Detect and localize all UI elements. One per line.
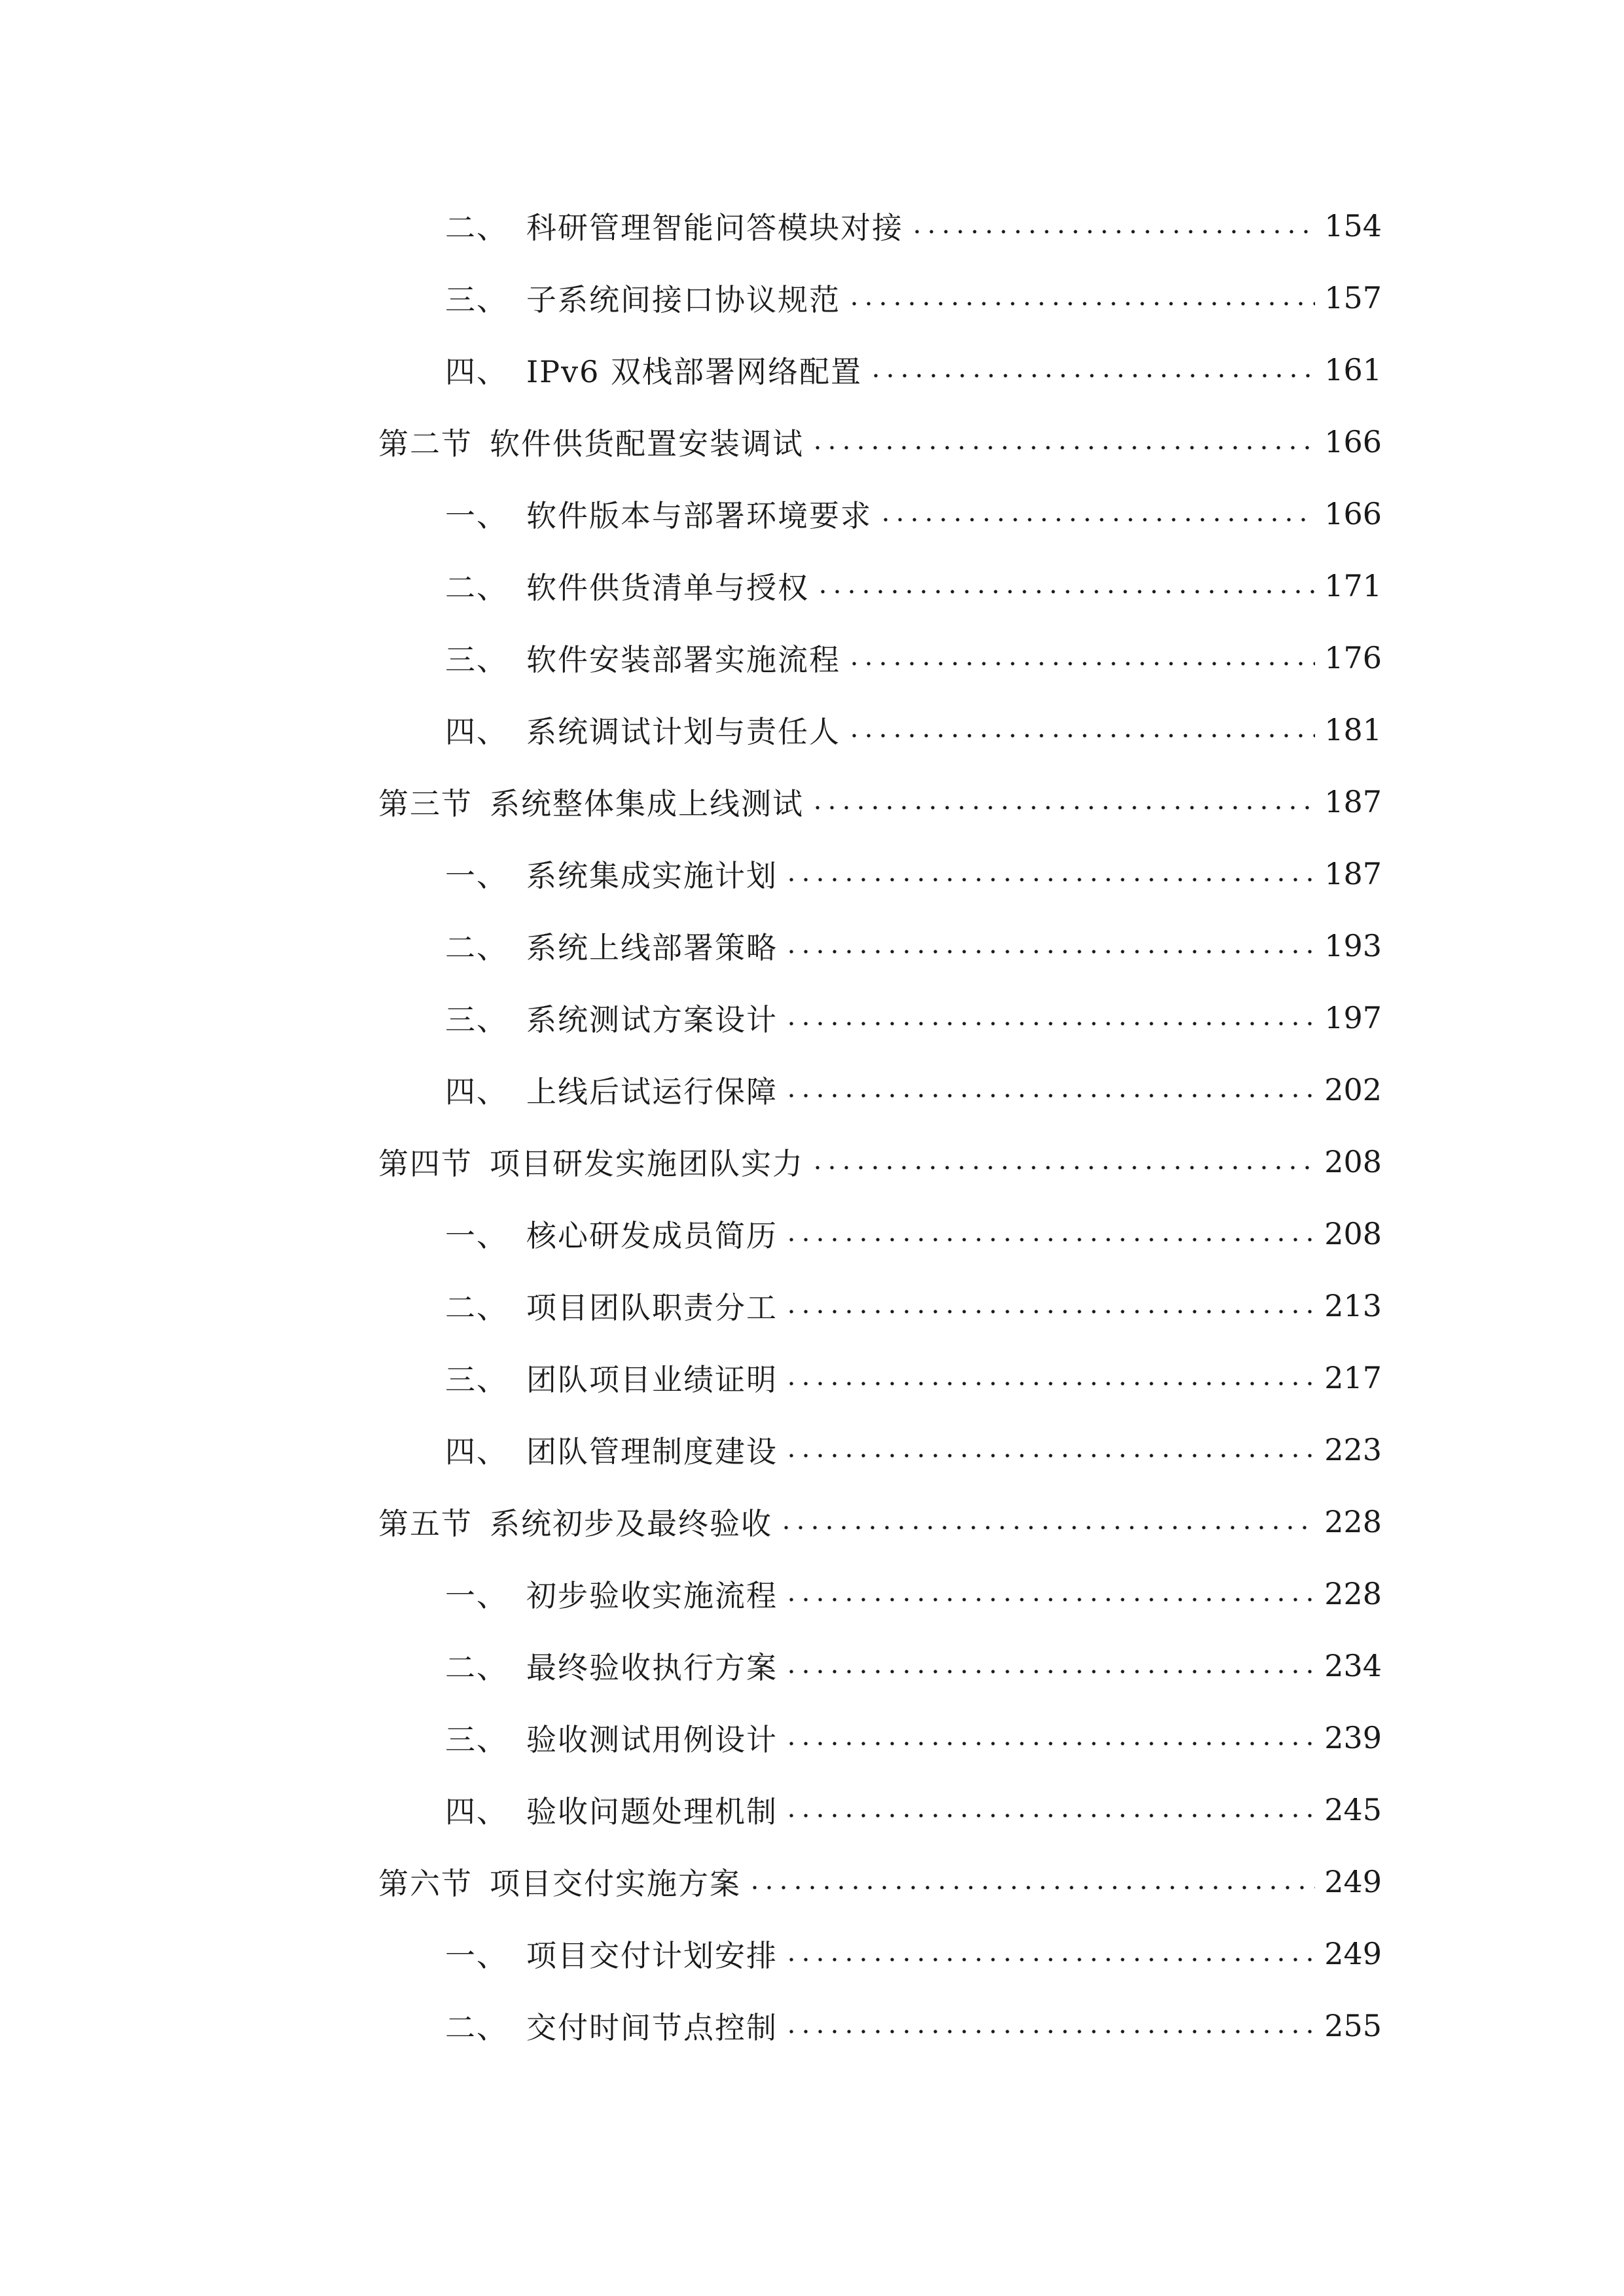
dot-leader	[816, 587, 1315, 596]
toc-entry-number: 二、	[445, 210, 508, 245]
table-of-contents	[0, 190, 1624, 2062]
toc-entry-page: 154	[1324, 208, 1382, 243]
dot-leader	[784, 1379, 1315, 1388]
toc-entry-number: 第三节	[378, 786, 473, 821]
toc-entry-title: 系统初步及最终验收	[490, 1506, 772, 1541]
toc-entry-page: 193	[1324, 928, 1382, 963]
toc-entry-page: 239	[1324, 1720, 1382, 1755]
dot-leader	[784, 1451, 1315, 1460]
dot-leader	[847, 659, 1315, 668]
dot-leader	[784, 1091, 1315, 1100]
toc-entry[interactable]	[0, 334, 1624, 406]
toc-entry-page: 255	[1324, 2008, 1382, 2043]
toc-entry-page: 208	[1324, 1216, 1382, 1251]
dot-leader	[869, 371, 1315, 380]
toc-entry-number: 三、	[445, 1722, 508, 1757]
toc-entry-page: 166	[1324, 496, 1382, 531]
toc-entry-number: 二、	[445, 1290, 508, 1325]
toc-entry-title: 核心研发成员简历	[526, 1218, 778, 1253]
toc-entry-page: 249	[1324, 1936, 1382, 1971]
toc-entry[interactable]	[0, 1270, 1624, 1342]
toc-entry-number: 第六节	[378, 1866, 473, 1901]
toc-entry-number: 一、	[445, 1218, 508, 1253]
toc-entry-title: 系统测试方案设计	[526, 1002, 778, 1037]
toc-entry-page: 213	[1324, 1288, 1382, 1323]
toc-entry-title: 项目交付计划安排	[526, 1938, 778, 1973]
dot-leader	[784, 947, 1315, 956]
toc-entry-title: 团队管理制度建设	[526, 1434, 778, 1469]
toc-entry[interactable]	[0, 262, 1624, 334]
toc-entry[interactable]	[0, 1630, 1624, 1702]
toc-entry-page: 197	[1324, 1000, 1382, 1035]
toc-entry-number: 三、	[445, 1002, 508, 1037]
toc-entry-title: 项目交付实施方案	[490, 1866, 741, 1901]
dot-leader	[784, 1019, 1315, 1028]
toc-entry[interactable]	[0, 622, 1624, 694]
toc-section-entry[interactable]	[0, 1846, 1624, 1918]
toc-entry-number: 一、	[445, 1938, 508, 1973]
toc-entry-number: 第二节	[378, 426, 473, 461]
toc-entry-number: 四、	[445, 1434, 508, 1469]
toc-entry-page: 166	[1324, 424, 1382, 459]
dot-leader	[784, 1739, 1315, 1748]
toc-entry-title: 子系统间接口协议规范	[526, 282, 840, 317]
toc-entry-title: 科研管理智能问答模块对接	[526, 210, 903, 245]
dot-leader	[784, 1235, 1315, 1244]
toc-entry-number: 三、	[445, 1362, 508, 1397]
toc-entry-number: 四、	[445, 354, 508, 389]
toc-entry-title: 项目研发实施团队实力	[490, 1146, 804, 1181]
dot-leader	[748, 1883, 1315, 1892]
toc-entry[interactable]	[0, 694, 1624, 766]
toc-entry-page: 157	[1324, 280, 1382, 315]
toc-entry-title: 系统调试计划与责任人	[526, 714, 840, 749]
toc-entry-page: 234	[1324, 1648, 1382, 1683]
toc-entry[interactable]	[0, 910, 1624, 982]
toc-entry-page: 171	[1324, 568, 1382, 603]
toc-entry-page: 208	[1324, 1144, 1382, 1179]
toc-entry-page: 223	[1324, 1432, 1382, 1467]
toc-entry-number: 二、	[445, 930, 508, 965]
dot-leader	[779, 1523, 1315, 1532]
toc-entry-title: 软件版本与部署环境要求	[526, 498, 872, 533]
toc-entry-title: 系统整体集成上线测试	[490, 786, 804, 821]
toc-entry-number: 四、	[445, 1794, 508, 1829]
dot-leader	[810, 443, 1315, 452]
toc-entry-page: 217	[1324, 1360, 1382, 1395]
dot-leader	[810, 1163, 1315, 1172]
toc-section-entry[interactable]	[0, 1126, 1624, 1198]
dot-leader	[878, 515, 1315, 524]
toc-entry-title: 初步验收实施流程	[526, 1578, 778, 1613]
dot-leader	[784, 875, 1315, 884]
toc-entry-number: 三、	[445, 282, 508, 317]
toc-entry-title: 系统上线部署策略	[526, 930, 778, 965]
toc-entry-title: 团队项目业绩证明	[526, 1362, 778, 1397]
dot-leader	[847, 299, 1315, 308]
toc-entry-page: 161	[1324, 352, 1382, 387]
toc-entry[interactable]	[0, 1558, 1624, 1630]
toc-entry[interactable]	[0, 1990, 1624, 2062]
toc-entry-title: 验收测试用例设计	[526, 1722, 778, 1757]
toc-entry[interactable]	[0, 1702, 1624, 1774]
dot-leader	[810, 803, 1315, 812]
toc-entry[interactable]	[0, 1342, 1624, 1414]
toc-section-entry[interactable]	[0, 406, 1624, 478]
toc-entry-number: 四、	[445, 714, 508, 749]
dot-leader	[784, 1955, 1315, 1964]
toc-entry[interactable]	[0, 838, 1624, 910]
toc-entry-title: 软件安装部署实施流程	[526, 642, 840, 677]
toc-entry-number: 第五节	[378, 1506, 473, 1541]
toc-section-entry[interactable]	[0, 766, 1624, 838]
toc-entry-title: 软件供货配置安装调试	[490, 426, 804, 461]
dot-leader	[784, 1667, 1315, 1676]
toc-entry-title: 上线后试运行保障	[526, 1074, 778, 1109]
toc-entry[interactable]	[0, 550, 1624, 622]
toc-entry-number: 一、	[445, 498, 508, 533]
toc-entry[interactable]	[0, 982, 1624, 1054]
toc-entry-page: 176	[1324, 640, 1382, 675]
toc-entry[interactable]	[0, 190, 1624, 262]
dot-leader	[910, 227, 1315, 236]
dot-leader	[784, 2027, 1315, 2036]
toc-entry-page: 187	[1324, 784, 1382, 819]
toc-entry-page: 181	[1324, 712, 1382, 747]
toc-entry-page: 245	[1324, 1792, 1382, 1827]
dot-leader	[784, 1307, 1315, 1316]
toc-entry[interactable]	[0, 1774, 1624, 1846]
toc-entry-title: 软件供货清单与授权	[526, 570, 809, 605]
toc-entry-number: 二、	[445, 570, 508, 605]
toc-entry-page: 228	[1324, 1504, 1382, 1539]
toc-entry-number: 一、	[445, 1578, 508, 1613]
toc-entry-number: 二、	[445, 1650, 508, 1685]
toc-entry-page: 249	[1324, 1864, 1382, 1899]
toc-entry-number: 二、	[445, 2010, 508, 2045]
toc-entry-number: 四、	[445, 1074, 508, 1109]
toc-entry-number: 第四节	[378, 1146, 473, 1181]
toc-entry-page: 202	[1324, 1072, 1382, 1107]
toc-entry-title: 交付时间节点控制	[526, 2010, 778, 2045]
dot-leader	[847, 731, 1315, 740]
toc-entry-page: 187	[1324, 856, 1382, 891]
toc-entry[interactable]	[0, 1054, 1624, 1126]
toc-entry-number: 一、	[445, 858, 508, 893]
toc-entry[interactable]	[0, 1414, 1624, 1486]
toc-entry-title: 验收问题处理机制	[526, 1794, 778, 1829]
toc-entry-title: 最终验收执行方案	[526, 1650, 778, 1685]
dot-leader	[784, 1595, 1315, 1604]
dot-leader	[784, 1811, 1315, 1820]
toc-entry[interactable]	[0, 1918, 1624, 1990]
toc-entry[interactable]	[0, 1198, 1624, 1270]
toc-entry-title: 系统集成实施计划	[526, 858, 778, 893]
toc-entry[interactable]	[0, 478, 1624, 550]
toc-entry-number: 三、	[445, 642, 508, 677]
toc-entry-page: 228	[1324, 1576, 1382, 1611]
toc-section-entry[interactable]	[0, 1486, 1624, 1558]
toc-entry-title: 项目团队职责分工	[526, 1290, 778, 1325]
toc-entry-title: IPv6 双栈部署网络配置	[526, 354, 862, 389]
